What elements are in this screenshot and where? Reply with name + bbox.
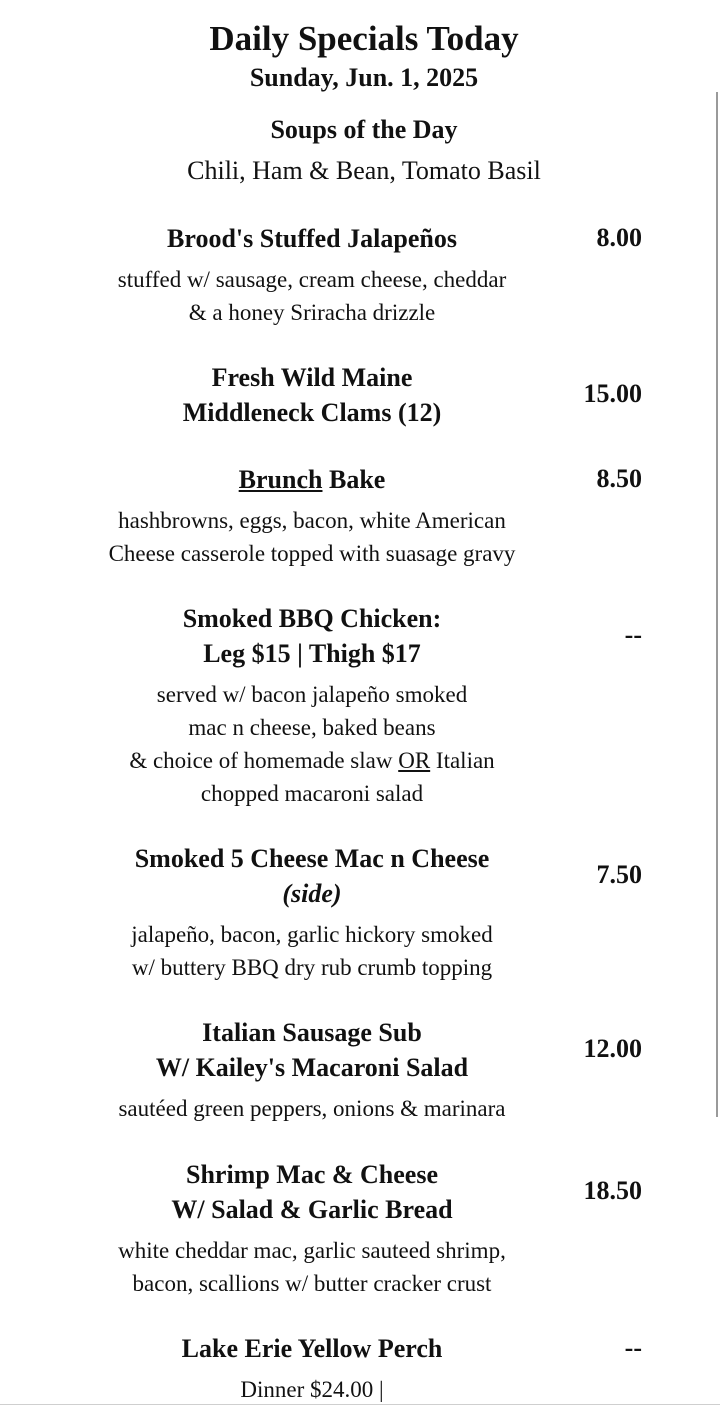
- menu-item-title: Shrimp Mac & Cheese W/ Salad & Garlic Bread: [171, 1160, 453, 1224]
- menu-item-price: 18.50: [583, 1176, 642, 1205]
- menu-item-price: --: [624, 1333, 642, 1362]
- menu-item-title: Brood's Stuffed Jalapeños: [167, 224, 457, 253]
- menu-item-description: white cheddar mac, garlic sauteed shrimp, bacon, scallions w/ butter cracker crust: [118, 1238, 506, 1296]
- menu-item-price: 12.00: [583, 1034, 642, 1063]
- page-date: Sunday, Jun. 1, 2025: [249, 63, 479, 92]
- soups-heading: Soups of the Day: [270, 115, 458, 144]
- menu-item-description: jalapeño, bacon, garlic hickory smoked w/ buttery BBQ dry rub crumb topping: [131, 922, 493, 980]
- menu-item-title: Italian Sausage Sub W/ Kailey's Macaroni Salad: [155, 1018, 469, 1082]
- menu-item-title: Smoked BBQ Chicken: Leg $15 | Thigh $17: [182, 604, 442, 668]
- page-title: Daily Specials Today: [209, 19, 519, 58]
- menu-item-description: stuffed w/ sausage, cream cheese, cheddar & a honey Sriracha drizzle: [117, 267, 507, 325]
- menu-item-price: 8.50: [596, 464, 642, 493]
- menu-item-description: hashbrowns, eggs, bacon, white American Cheese casserole topped with suasage gravy: [108, 508, 516, 566]
- menu-item-price: 7.50: [596, 860, 642, 889]
- menu-item-description: served w/ bacon jalapeño smoked mac n cheese, baked beans & choice of homemade slaw OR Italian chopped macaroni salad: [129, 682, 495, 806]
- menu-item-description: sautéed green peppers, onions & marinara: [118, 1096, 506, 1121]
- menu-item-price: --: [624, 620, 642, 649]
- menu-item-price: 15.00: [583, 379, 642, 408]
- menu-item-title: Fresh Wild Maine Middleneck Clams (12): [182, 363, 442, 427]
- menu-item-description: Dinner $24.00 |: [240, 1377, 384, 1402]
- menu-item-price: 8.00: [596, 223, 642, 252]
- menu-item-title: Lake Erie Yellow Perch: [181, 1334, 443, 1363]
- menu-item-title: Smoked 5 Cheese Mac n Cheese (side): [134, 844, 490, 908]
- menu-item-title: Brunch Bake: [238, 465, 386, 494]
- scrollbar-track[interactable]: [716, 92, 718, 1117]
- soups-list: Chili, Ham & Bean, Tomato Basil: [187, 156, 541, 185]
